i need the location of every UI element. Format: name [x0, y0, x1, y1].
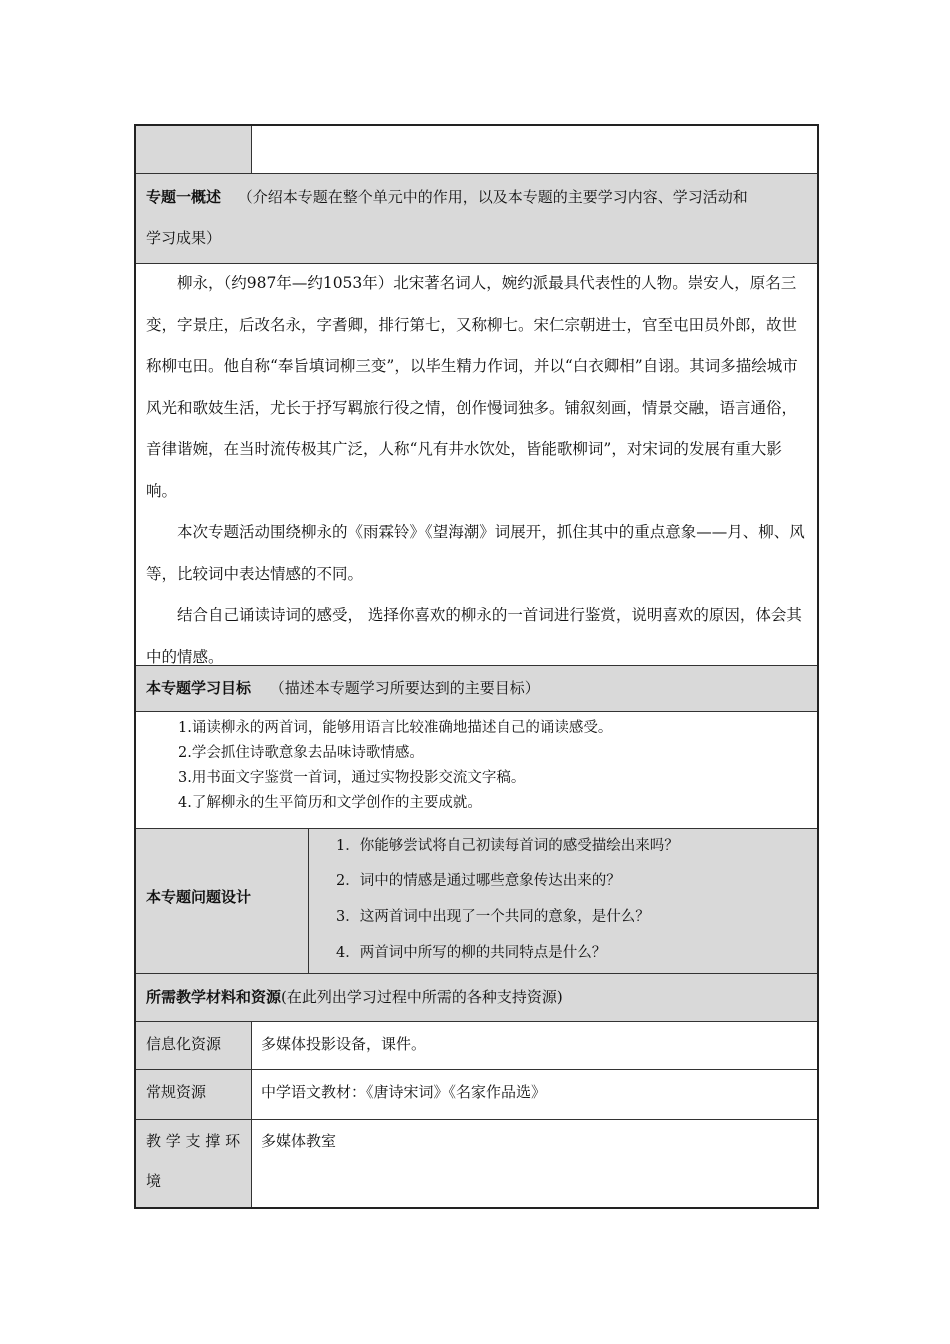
overview-paragraph-3: 结合自己诵读诗词的感受， 选择你喜欢的柳永的一首词进行鉴赏，说明喜欢的原因，体会其中的情感。 — [146, 606, 802, 666]
resource-label-line2: 境 — [146, 1172, 162, 1190]
goal-item: 1.诵读柳永的两首词，能够用语言比较准确地描述自己的诵读感受。 — [178, 720, 613, 736]
question-item: 3．这两首词中出现了一个共同的意象，是什么？ — [336, 909, 650, 925]
questions-row — [136, 829, 817, 974]
overview-paragraph-1: 柳永，（约987年—约1053年）北宋著名词人，婉约派最具代表性的人物。崇安人，原名三变，字景庄，后改名永，字耆卿，排行第七，又称柳七。宋仁宗朝进士，官至屯田员外郎，故世称柳屯田。他自称“奉旨填词柳三变”，以毕生精力作词，并以“白衣卿相”自诩。其词多描绘城市风光和歌妓生活，尤长于抒写羁旅行役之情，创作慢词独多。铺叙刻画，情景交融，语言通俗，音律谐婉，在当时流传极其广泛，人称“凡有井水饮处，皆能歌柳词”，对宋词的发展有重大影响。 — [146, 274, 798, 500]
question-item: 2．词中的情感是通过哪些意象传达出来的？ — [336, 873, 621, 889]
resource-label: 信息化资源 — [146, 1035, 222, 1053]
resource-label-line1: 教 学 支 撑 环 — [146, 1132, 241, 1150]
question-item: 4．两首词中所写的柳的共同特点是什么？ — [336, 945, 607, 961]
resource-label: 常规资源 — [146, 1083, 207, 1101]
resource-row-regular — [136, 1070, 817, 1120]
resource-row-environment — [136, 1120, 817, 1207]
resources-heading-row — [136, 974, 817, 1022]
overview-body-row — [136, 264, 817, 666]
goal-item: 4.了解柳永的生平简历和文学创作的主要成就。 — [178, 795, 482, 811]
resources-title: 所需教学材料和资源 — [146, 988, 282, 1006]
goal-item: 2.学会抓住诗歌意象去品味诗歌情感。 — [178, 745, 424, 761]
overview-desc: （介绍本专题在整个单元中的作用，以及本专题的主要学习内容、学习活动和 — [237, 188, 748, 206]
resource-row-digital — [136, 1022, 817, 1070]
goals-desc: （描述本专题学习所要达到的主要目标） — [269, 679, 540, 697]
lesson-plan-table — [134, 124, 819, 1209]
resource-value: 多媒体教室 — [261, 1132, 337, 1150]
overview-paragraph-2: 本次专题活动围绕柳永的《雨霖铃》《望海潮》词展开，抓住其中的重点意象——月、柳、风等，比较词中表达情感的不同。 — [146, 523, 805, 583]
resource-value: 中学语文教材：《唐诗宋词》《名家作品选》 — [261, 1083, 547, 1101]
questions-title: 本专题问题设计 — [146, 888, 252, 906]
empty-gray-cell — [136, 126, 251, 173]
overview-text — [146, 263, 806, 678]
overview-desc-line2: 学习成果） — [146, 229, 222, 247]
goals-title: 本专题学习目标 — [146, 679, 252, 697]
resources-desc: (在此列出学习过程中所需的各种支持资源) — [281, 988, 563, 1006]
goal-item: 3.用书面文字鉴赏一首词，通过实物投影交流文字稿。 — [178, 770, 526, 786]
goals-heading-row — [136, 666, 817, 712]
overview-heading-row — [136, 174, 817, 264]
empty-header-row — [136, 126, 817, 174]
resource-value: 多媒体投影设备，课件。 — [261, 1035, 427, 1053]
overview-title: 专题一概述 — [146, 188, 222, 206]
question-item: 1．你能够尝试将自己初读每首词的感受描绘出来吗？ — [336, 838, 679, 854]
goals-list-row — [136, 712, 817, 829]
